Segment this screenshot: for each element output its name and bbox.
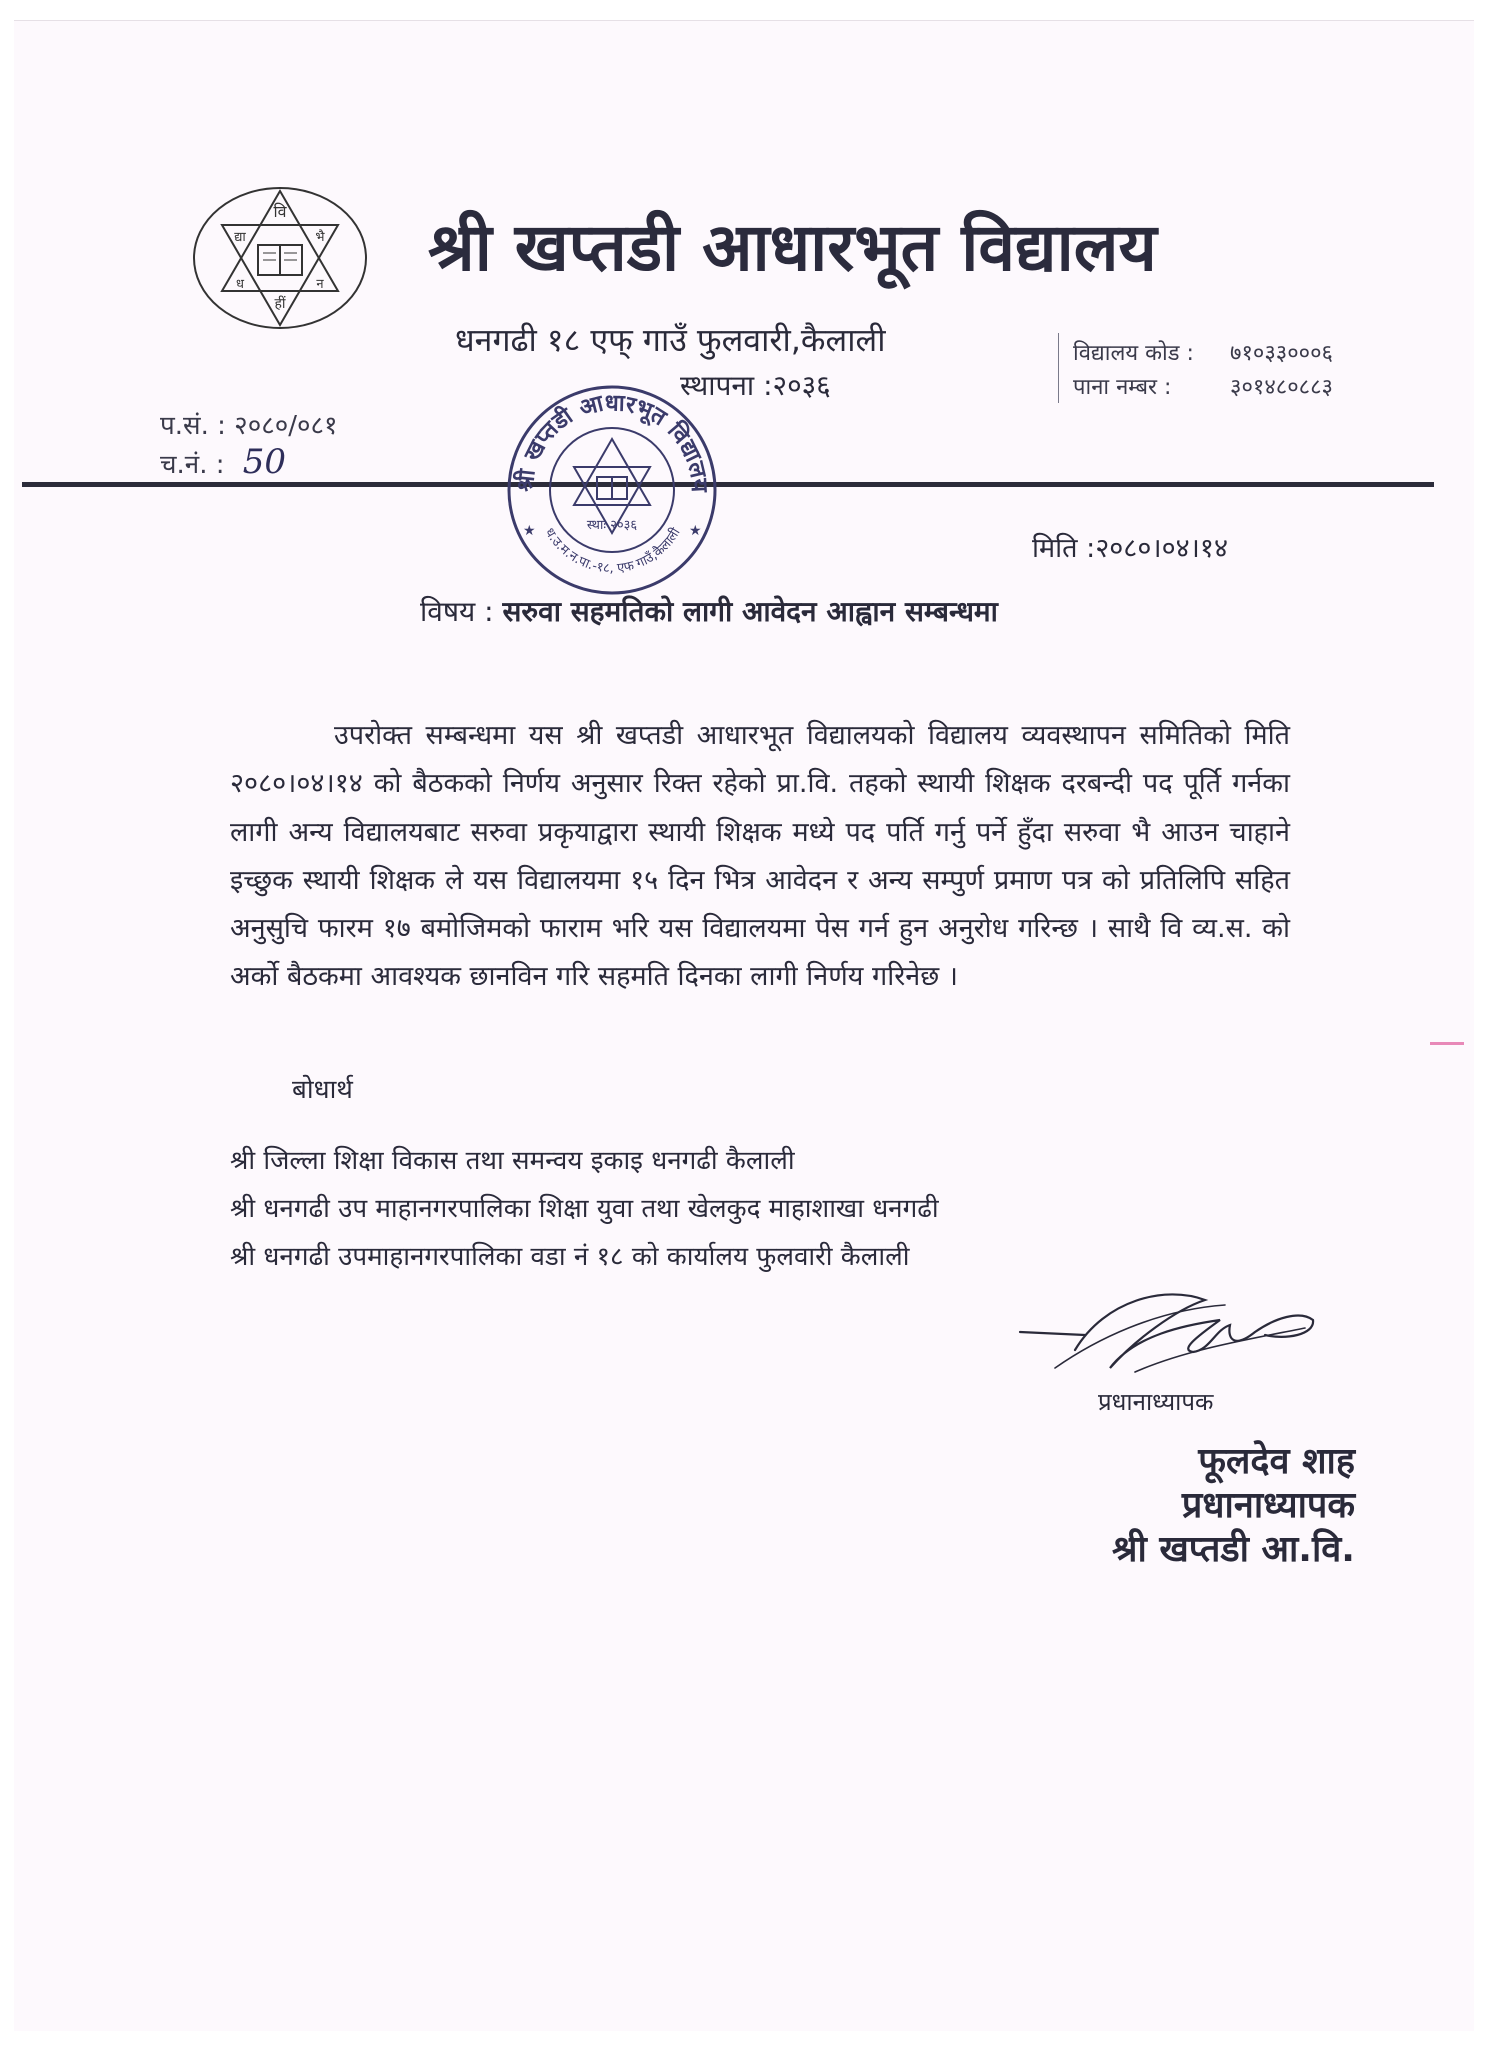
handwritten-signature: [1015, 1280, 1325, 1390]
pan-label: पाना नम्बर :: [1073, 375, 1172, 400]
cc-heading: बोधार्थ: [292, 1075, 353, 1105]
stamp-bottom-text: ध.उ.म.न.पा.-१८, एफ गाउँ,कैलाली: [541, 525, 684, 577]
stamp-year: स्थाः २०३६: [586, 518, 638, 533]
ps-row: [160, 406, 338, 442]
school-stamp: [505, 383, 720, 598]
subject-label: विषय :: [420, 595, 494, 628]
letter-date: मिति :२०८०।०४।१४: [1032, 533, 1228, 564]
cc-list: [230, 1137, 939, 1281]
school-code-value: ७१०३३०००६: [1230, 341, 1333, 366]
logo-letter: द्या: [234, 230, 246, 245]
cc-item: श्री धनगढी उप माहानगरपालिका शिक्षा युवा तथा खेलकुद माहाशाखा धनगढी: [230, 1194, 939, 1224]
pan-row: [1073, 371, 1333, 401]
cc-item: श्री धनगढी उपमाहानगरपालिका वडा नं १८ को कार्यालय फुलवारी कैलाली: [230, 1242, 910, 1272]
subject-text: सरुवा सहमतिको लागी आवेदन आह्वान सम्बन्धमा: [502, 595, 998, 628]
header-divider: [22, 482, 1434, 487]
signatory-block: [1055, 1440, 1355, 1572]
ps-value: २०८०/०८१: [234, 411, 338, 441]
school-name: श्री खप्तडी आधारभूत विद्यालय: [428, 209, 1157, 286]
school-address: धनगढी १८ एफ् गाउँ फुलवारी,कैलाली: [455, 321, 886, 359]
book-icon: [597, 477, 627, 499]
stamp-ring-text: श्री खप्तडी आधारभूत विद्यालय: [512, 390, 713, 494]
logo-letter: ध: [236, 277, 244, 292]
letter-body: उपरोक्त सम्बन्धमा यस श्री खप्तडी आधारभूत विद्यालयको विद्यालय व्यवस्थापन समितिको मिति २०८०।०४।१४ को बैठकको निर्णय अनुसार रिक्त रहेको प्रा.वि. तहको स्थायी शिक्षक दरबन्दी पद पूर्ति गर्नका लागी अन्य विद्यालयबाट सरुवा प्रकृयाद्वारा स्थायी शिक्षक मध्ये पद पर्ति गर्नु पर्ने हुँदा सरुवा भै आउन चाहाने इच्छुक स्थायी शिक्षक ले यस विद्यालयमा १५ दिन भित्र आवेदन र अन्य सम्पुर्ण प्रमाण पत्र को प्रतिलिपि सहित अनुसुचि फारम १७ बमोजिमको फाराम भरि यस विद्यालयमा पेस गर्न हुन अनुरोध गरिन्छ । साथै वि व्य.स. को अर्को बैठकमा आवश्यक छानविन गरि सहमति दिनका लागी निर्णय गरिनेछ ।: [230, 720, 1290, 993]
letter-subject: [420, 592, 998, 630]
signatory-title: प्रधानाध्यापक: [1181, 1485, 1355, 1526]
logo-letter: भै: [315, 230, 325, 245]
ps-label: प.सं. :: [160, 411, 226, 441]
school-code-row: [1073, 337, 1333, 367]
logo-letter: हीं: [274, 296, 286, 312]
signatory-org: श्री खप्तडी आ.वि.: [1111, 1529, 1355, 1570]
pan-value: ३०१४८०८८३: [1230, 375, 1333, 400]
school-logo: [190, 183, 370, 333]
logo-letter: वि: [273, 202, 287, 221]
star-icon: ★: [523, 523, 536, 539]
ink-mark: [1430, 1042, 1464, 1045]
logo-letter: न: [316, 277, 324, 292]
signatory-name: फूलदेव शाह: [1198, 1441, 1355, 1482]
cn-label: च.नं. :: [160, 450, 225, 480]
cn-value: 50: [242, 442, 287, 482]
star-icon: ★: [689, 523, 702, 539]
school-code-label: विद्यालय कोड :: [1073, 341, 1194, 366]
cn-row: [160, 442, 286, 482]
school-code-box: [1058, 333, 1439, 403]
book-icon: [258, 245, 302, 275]
established-year: स्थापना :२०३६: [680, 369, 831, 402]
cc-item: श्री जिल्ला शिक्षा विकास तथा समन्वय इकाइ धनगढी कैलाली: [230, 1146, 795, 1176]
signature-label: प्रधानाध्यापक: [1098, 1388, 1214, 1416]
